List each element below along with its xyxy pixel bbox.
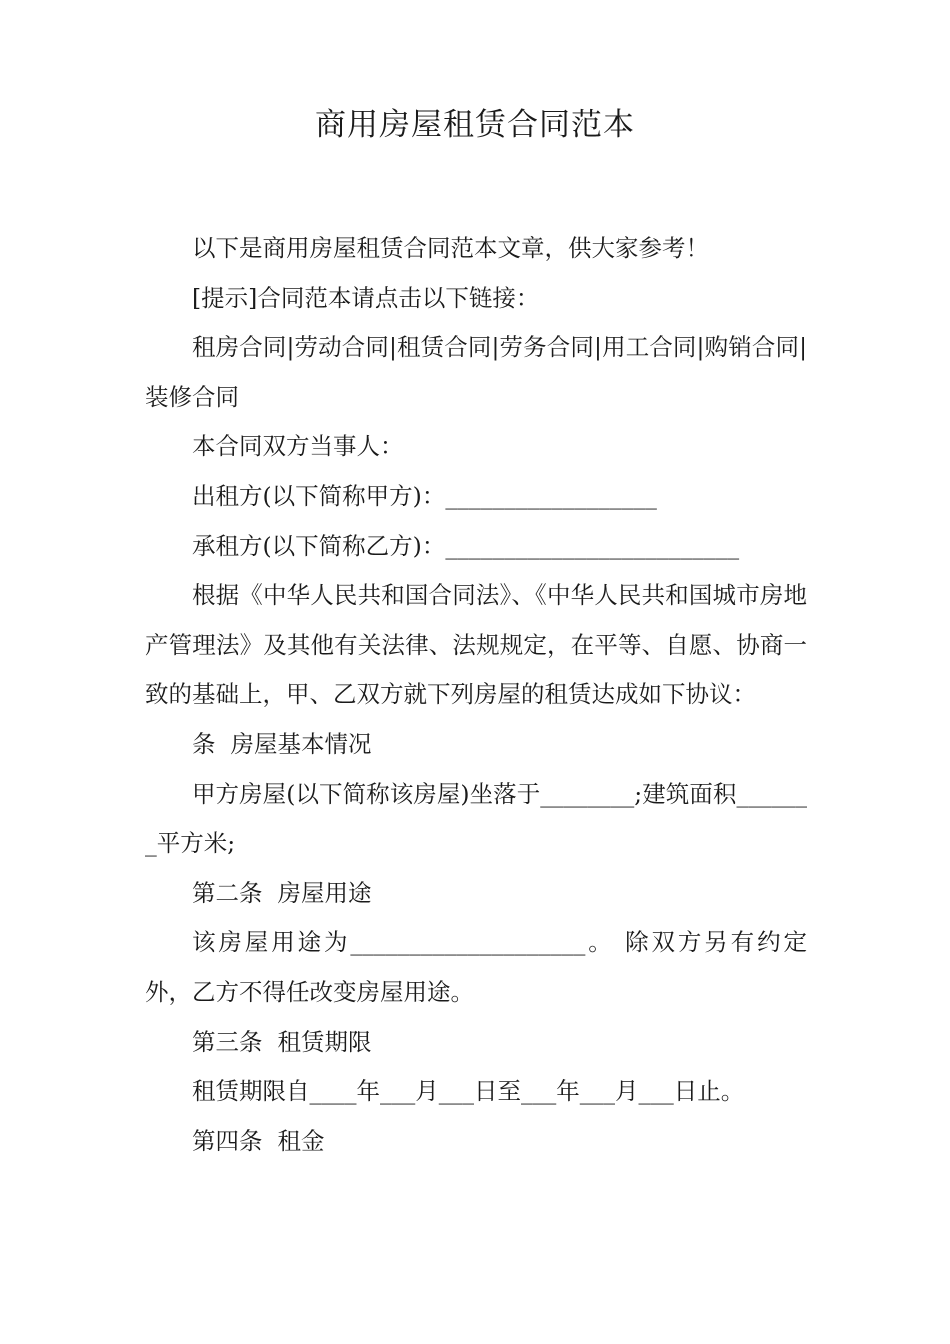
article-3-heading: 第三条 租赁期限 <box>192 1027 372 1056</box>
document-body <box>145 224 807 1166</box>
article-2-heading: 第二条 房屋用途 <box>192 878 372 907</box>
parties-heading: 本合同双方当事人： <box>192 432 404 461</box>
document-title: 商用房屋租赁合同范本 <box>315 107 635 143</box>
lessee-line: 承租方(以下简称乙方)：_________________________ <box>192 531 740 560</box>
hint-paragraph: [提示]合同范本请点击以下链接： <box>192 283 540 312</box>
lessor-line: 出租方(以下简称甲方)：__________________ <box>192 481 657 510</box>
article-4-heading: 第四条 租金 <box>192 1126 325 1155</box>
basis-paragraph: 根据《中华人民共和国合同法》、《中华人民共和国城市房地产管理法》及其他有关法律、法规规定，在平等、自愿、协商一致的基础上，甲、乙双方就下列房屋的租赁达成如下协议： <box>145 581 807 709</box>
intro-paragraph: 以下是商用房屋租赁合同范本文章，供大家参考！ <box>192 234 709 262</box>
article-1-heading: 条 房屋基本情况 <box>192 729 372 758</box>
article-1-text: 甲方房屋(以下简称该房屋)坐落于________;建筑面积_______平方米; <box>145 779 807 858</box>
article-2-text: 该房屋用途为____________________。 除双方另有约定外，乙方不得任改变房屋用途。 <box>145 928 807 1006</box>
article-3-text: 租赁期限自____年___月___日至___年___月___日止。 <box>192 1077 745 1106</box>
contract-links[interactable]: 租房合同|劳动合同|租赁合同|劳务合同|用工合同|购销合同|装修合同 <box>145 333 807 411</box>
